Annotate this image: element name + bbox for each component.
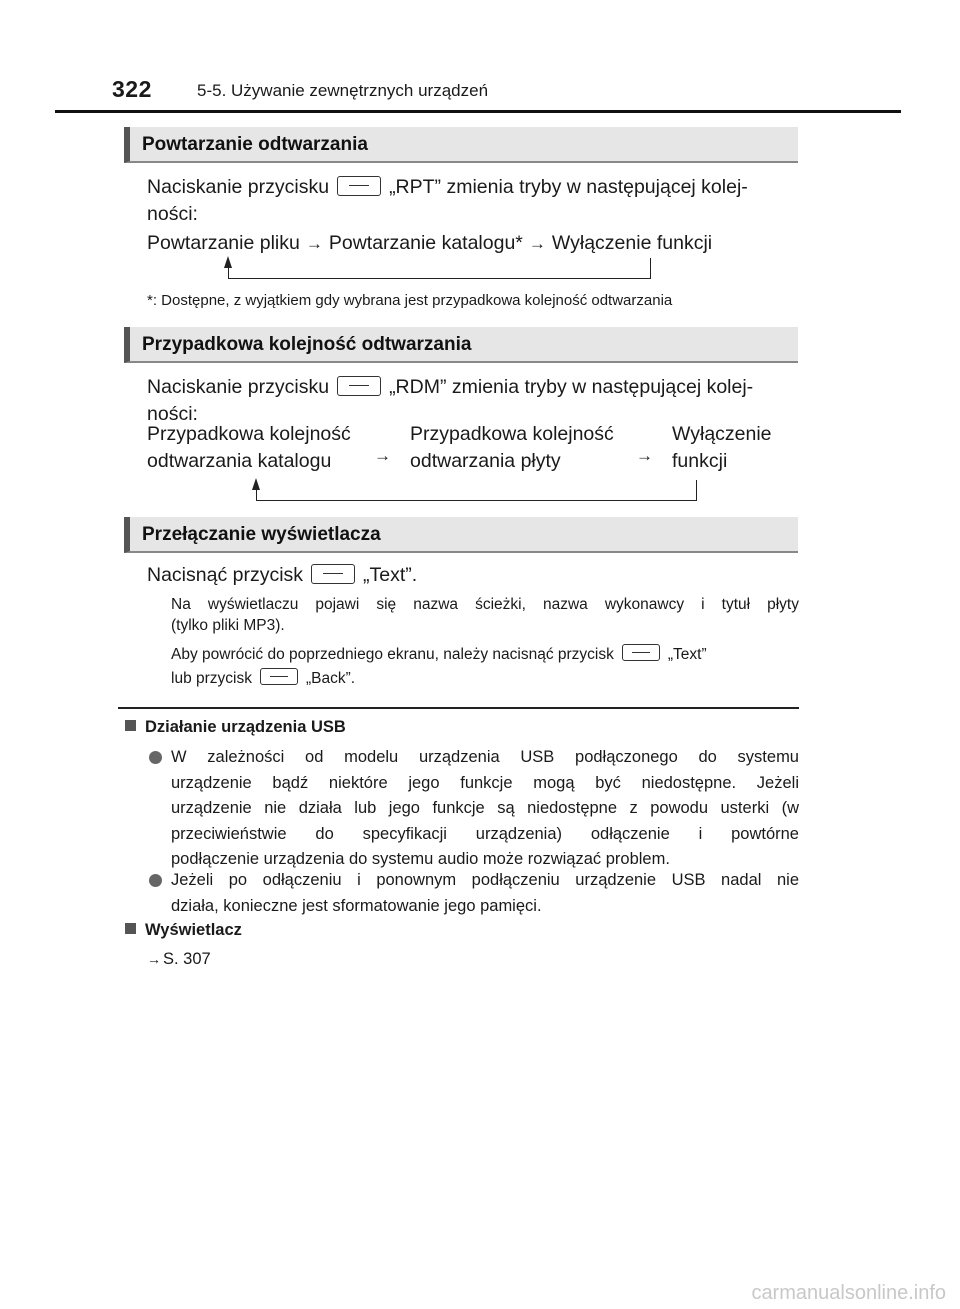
note-heading-display xyxy=(125,921,242,940)
mode-item: Wyłączenie funkcji xyxy=(551,232,713,254)
text: Naciskanie przycisku xyxy=(147,176,330,198)
text: lub przycisk xyxy=(171,670,252,687)
mode-item: Powtarzanie pliku xyxy=(147,232,300,254)
text: S. 307 xyxy=(163,950,211,968)
text-line xyxy=(171,644,801,665)
text-line xyxy=(171,668,801,689)
note-heading-usb xyxy=(125,718,346,737)
text-line: W zależności od modelu urządzenia USB podłączonego do systemu xyxy=(171,748,799,766)
text: Naciskanie przycisku xyxy=(147,376,330,398)
text-line: (tylko pliki MP3). xyxy=(171,617,285,634)
section-title: Przełączanie wyświetlacza xyxy=(142,524,381,545)
button-icon xyxy=(337,176,381,196)
text-line: Jeżeli po odłączeniu i ponownym podłączeniu urządzenie USB nadal nie xyxy=(171,871,799,889)
paragraph-line xyxy=(147,174,807,201)
paragraph-display xyxy=(147,562,417,589)
text: „Text” xyxy=(667,646,707,663)
section-heading-display xyxy=(124,517,798,553)
paragraph-random xyxy=(147,374,807,428)
text-line: urządzenie nie działa lub jego funkcje są niedostępne z powodu usterki (w xyxy=(171,799,799,817)
loop-back-line xyxy=(256,480,697,501)
text-line: urządzenie bądź niektóre jego funkcje mogą być niedostępne. Jeżeli xyxy=(171,773,799,792)
section-title: Powtarzanie odtwarzania xyxy=(142,134,368,155)
text: „RPT” zmienia tryby w następującej kolej- xyxy=(389,176,748,198)
usb-note-2 xyxy=(171,868,799,919)
text-line: przeciwieństwie do specyfikacji urządzenia) odłączenie i powtórne xyxy=(171,824,799,843)
display-info-text xyxy=(171,594,799,636)
right-arrow-icon: → xyxy=(374,446,391,465)
display-return-text xyxy=(171,644,801,689)
usb-note-1 xyxy=(171,745,799,873)
button-icon xyxy=(622,644,660,661)
up-arrow-icon xyxy=(224,256,232,268)
mode-item-1 xyxy=(147,421,351,475)
text: Aby powrócić do poprzedniego ekranu, należy nacisnąć przycisk xyxy=(171,646,614,663)
mode-item-2 xyxy=(410,421,614,475)
text: „Back”. xyxy=(305,670,356,687)
mode-item: Powtarzanie katalogu* xyxy=(328,232,523,254)
paragraph-line: ności: xyxy=(147,403,198,425)
square-bullet-icon xyxy=(125,923,136,934)
text: Wyłączenie xyxy=(672,423,772,445)
text: odtwarzania płyty xyxy=(410,450,561,472)
right-arrow-icon: → xyxy=(147,951,161,967)
circle-bullet-icon xyxy=(149,874,162,887)
text-line: działa, konieczne jest sformatowanie jego pamięci. xyxy=(171,896,542,915)
circle-bullet-icon xyxy=(149,751,162,764)
text-line: Na wyświetlaczu pojawi się nazwa ścieżki, nazwa wykonawcy i tytuł płyty xyxy=(171,596,799,613)
text: Przypadkowa kolejność xyxy=(147,423,351,445)
mode-sequence xyxy=(147,230,807,257)
chapter-title: 5-5. Używanie zewnętrznych urządzeń xyxy=(197,81,489,100)
mode-item-3 xyxy=(672,421,772,475)
text: Wyświetlacz xyxy=(145,921,242,939)
section-heading-random xyxy=(124,327,798,363)
up-arrow-icon xyxy=(252,478,260,490)
watermark: carmanualsonline.info xyxy=(751,1282,946,1304)
button-icon xyxy=(260,668,298,685)
text: „RDM” zmienia tryby w następującej kolej- xyxy=(389,376,754,398)
text: odtwarzania katalogu xyxy=(147,450,332,472)
text-line: podłączenie urządzenia do systemu audio może rozwiązać problem. xyxy=(171,850,670,868)
header-divider xyxy=(55,110,901,113)
paragraph-line: ności: xyxy=(147,203,198,225)
footnote: *: Dostępne, z wyjątkiem gdy wybrana jest przypadkowa kolejność odtwarzania xyxy=(147,292,673,309)
text: Nacisnąć przycisk xyxy=(147,564,304,586)
loop-back-line xyxy=(256,490,257,500)
text: „Text”. xyxy=(363,564,418,586)
paragraph-line xyxy=(147,374,807,401)
section-divider xyxy=(118,707,799,709)
square-bullet-icon xyxy=(125,720,136,731)
text: funkcji xyxy=(672,450,728,472)
section-heading-repeat xyxy=(124,127,798,163)
right-arrow-icon: → xyxy=(528,234,546,253)
text: Przypadkowa kolejność xyxy=(410,423,614,445)
page-number: 322 xyxy=(112,76,152,102)
text: Działanie urządzenia USB xyxy=(145,718,346,736)
right-arrow-icon: → xyxy=(636,446,653,465)
loop-back-line xyxy=(228,268,229,278)
loop-back-line xyxy=(228,258,651,279)
paragraph-repeat xyxy=(147,174,807,257)
section-title: Przypadkowa kolejność odtwarzania xyxy=(142,334,472,355)
right-arrow-icon: → xyxy=(305,234,323,253)
button-icon xyxy=(337,376,381,396)
button-icon xyxy=(311,564,355,584)
page-reference[interactable] xyxy=(147,950,211,969)
